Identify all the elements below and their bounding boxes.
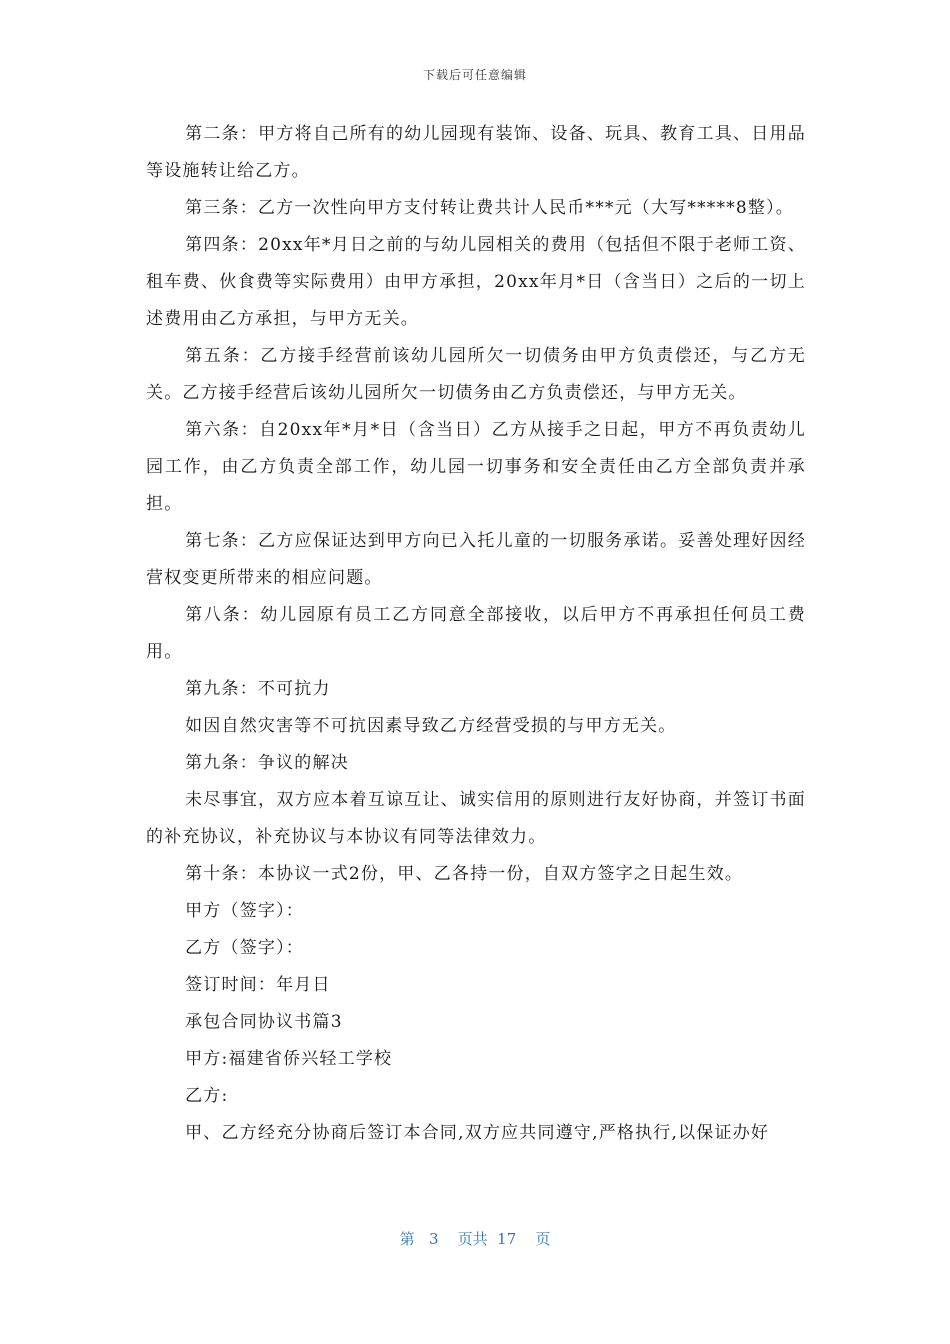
section-title: 承包合同协议书篇3 xyxy=(185,1012,343,1032)
page-footer xyxy=(0,1228,950,1249)
party-b-name: 乙方: xyxy=(185,1086,229,1106)
header-note: 下载后可任意编辑 xyxy=(422,68,527,82)
footer-total-label: 页共 xyxy=(457,1230,488,1248)
footer-total-pages: 17 xyxy=(497,1230,517,1248)
document-body xyxy=(146,116,806,1152)
signature-party-a: 甲方（签字）： xyxy=(185,901,304,921)
footer-page-number: 3 xyxy=(428,1230,439,1248)
paragraph-article-6: 第六条：自20xx年*月*日（含当日）乙方从接手之日起，甲方不再负责幼儿园工作，由乙方负责全部工作，幼儿园一切事务和安全责任由乙方全部负责并承担。 xyxy=(146,420,806,514)
party-a-name: 甲方:福建省侨兴轻工学校 xyxy=(185,1049,393,1069)
paragraph-dispute-heading: 第九条：争议的解决 xyxy=(185,753,349,773)
paragraph-article-2: 第二条：甲方将自己所有的幼儿园现有装饰、设备、玩具、教育工具、日用品等设施转让给乙方。 xyxy=(146,124,806,181)
footer-page-label: 第 xyxy=(399,1230,415,1248)
paragraph-contract-intro: 甲、乙方经充分协商后签订本合同,双方应共同遵守,严格执行,以保证办好 xyxy=(185,1123,770,1143)
paragraph-article-4: 第四条：20xx年*月日之前的与幼儿园相关的费用（包括但不限于老师工资、租车费、伙食费等实际费用）由甲方承担，20xx年月*日（含当日）之后的一切上述费用由乙方承担，与甲方无关。 xyxy=(146,235,806,329)
signature-party-b: 乙方（签字）： xyxy=(185,938,304,958)
footer-suffix: 页 xyxy=(535,1230,551,1248)
signing-date: 签订时间：年月日 xyxy=(185,975,331,995)
paragraph-article-3: 第三条：乙方一次性向甲方支付转让费共计人民币***元（大写*****8整）。 xyxy=(185,198,795,218)
paragraph-article-10: 第十条：本协议一式2份，甲、乙各持一份，自双方签字之日起生效。 xyxy=(185,864,744,884)
paragraph-dispute-text: 未尽事宜，双方应本着互谅互让、诚实信用的原则进行友好协商，并签订书面的补充协议，补充协议与本协议有同等法律效力。 xyxy=(146,790,806,847)
paragraph-article-8: 第八条：幼儿园原有员工乙方同意全部接收，以后甲方不再承担任何员工费用。 xyxy=(146,605,806,662)
paragraph-article-5: 第五条：乙方接手经营前该幼儿园所欠一切债务由甲方负责偿还，与乙方无关。乙方接手经营后该幼儿园所欠一切债务由乙方负责偿还，与甲方无关。 xyxy=(146,346,806,403)
paragraph-article-7: 第七条：乙方应保证达到甲方向已入托儿童的一切服务承诺。妥善处理好因经营权变更所带来的相应问题。 xyxy=(146,531,806,588)
paragraph-force-majeure: 如因自然灾害等不可抗因素导致乙方经营受损的与甲方无关。 xyxy=(185,716,677,736)
paragraph-article-9-heading: 第九条：不可抗力 xyxy=(185,679,331,699)
